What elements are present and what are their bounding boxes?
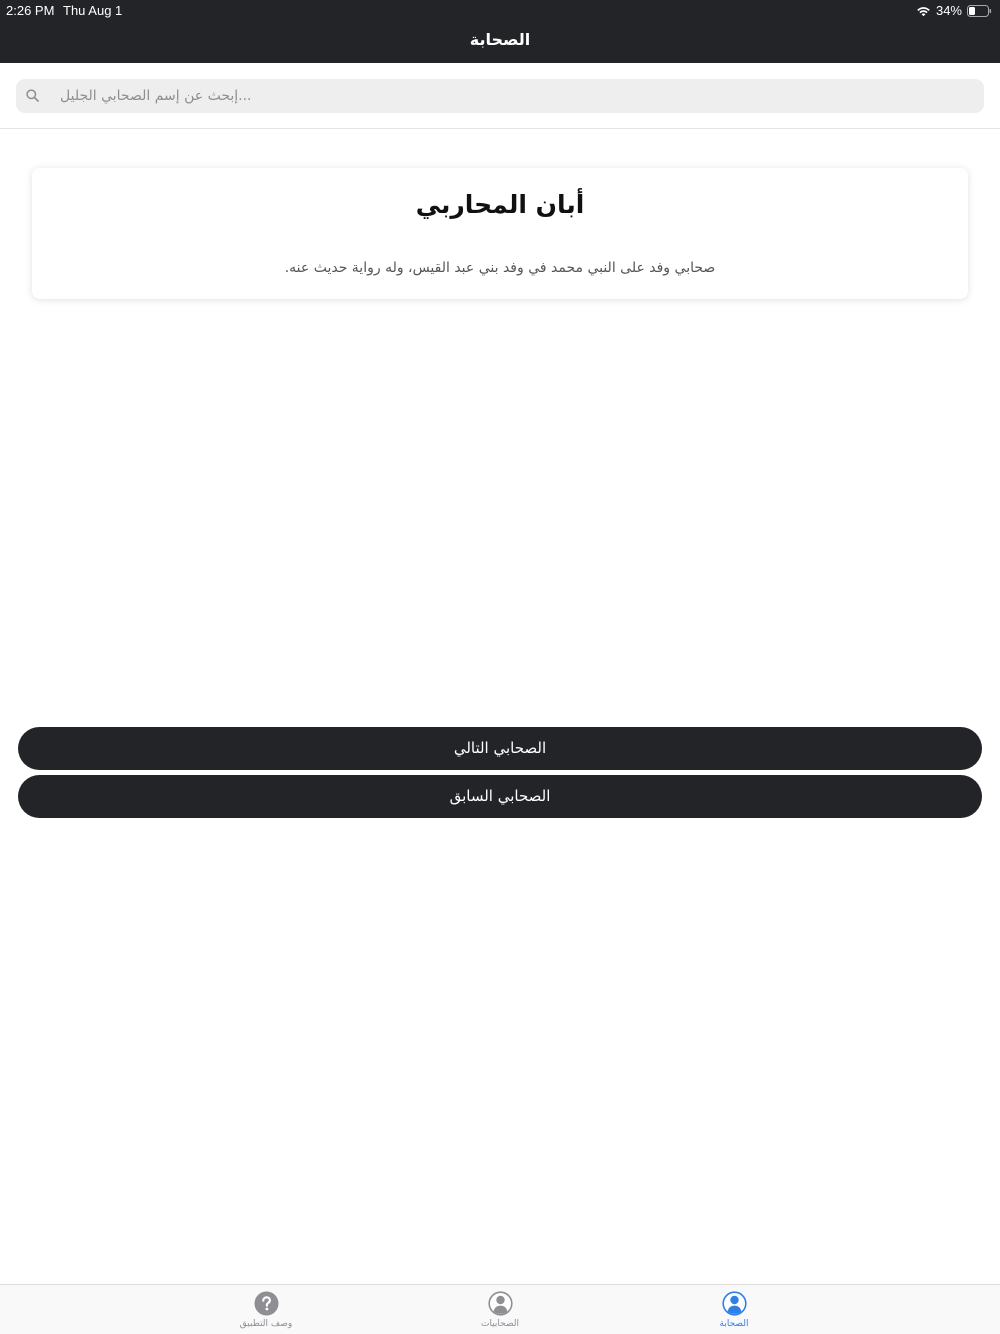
page-title: الصحابة (469, 30, 531, 49)
status-bar (0, 0, 1000, 20)
top-bar (0, 0, 1000, 63)
wifi-icon (916, 5, 931, 17)
status-time: 2:26 PM (6, 3, 55, 18)
status-date: Thu Aug 1 (63, 3, 123, 18)
battery-icon (967, 5, 992, 17)
search-input[interactable] (46, 79, 976, 113)
previous-companion-button[interactable]: الصحابي السابق (18, 775, 982, 818)
tab-label: الصحابة (719, 1319, 749, 1329)
person-circle-icon (488, 1291, 513, 1316)
tab-bar (0, 1284, 1000, 1334)
search-bar (0, 63, 1000, 129)
tab-companions[interactable] (674, 1291, 794, 1333)
companion-description: .صحابي وفد على النبي محمد في وفد بني عبد القيس، وله رواية حديث عنه (284, 260, 716, 276)
tab-about-app[interactable] (206, 1291, 326, 1333)
tab-label: الصحابيات (480, 1319, 520, 1329)
next-companion-button[interactable]: الصحابي التالي (18, 727, 982, 770)
person-circle-icon (722, 1291, 747, 1316)
question-circle-icon (254, 1291, 279, 1316)
status-indicators (916, 3, 992, 18)
companion-name: أبان المحاربي (415, 190, 585, 219)
companion-card (32, 168, 968, 299)
tab-female-companions[interactable] (440, 1291, 560, 1333)
tab-label: وصف التطبيق (239, 1319, 293, 1329)
battery-percent: 34% (935, 3, 962, 18)
search-box[interactable] (16, 79, 984, 113)
search-icon (26, 89, 39, 102)
